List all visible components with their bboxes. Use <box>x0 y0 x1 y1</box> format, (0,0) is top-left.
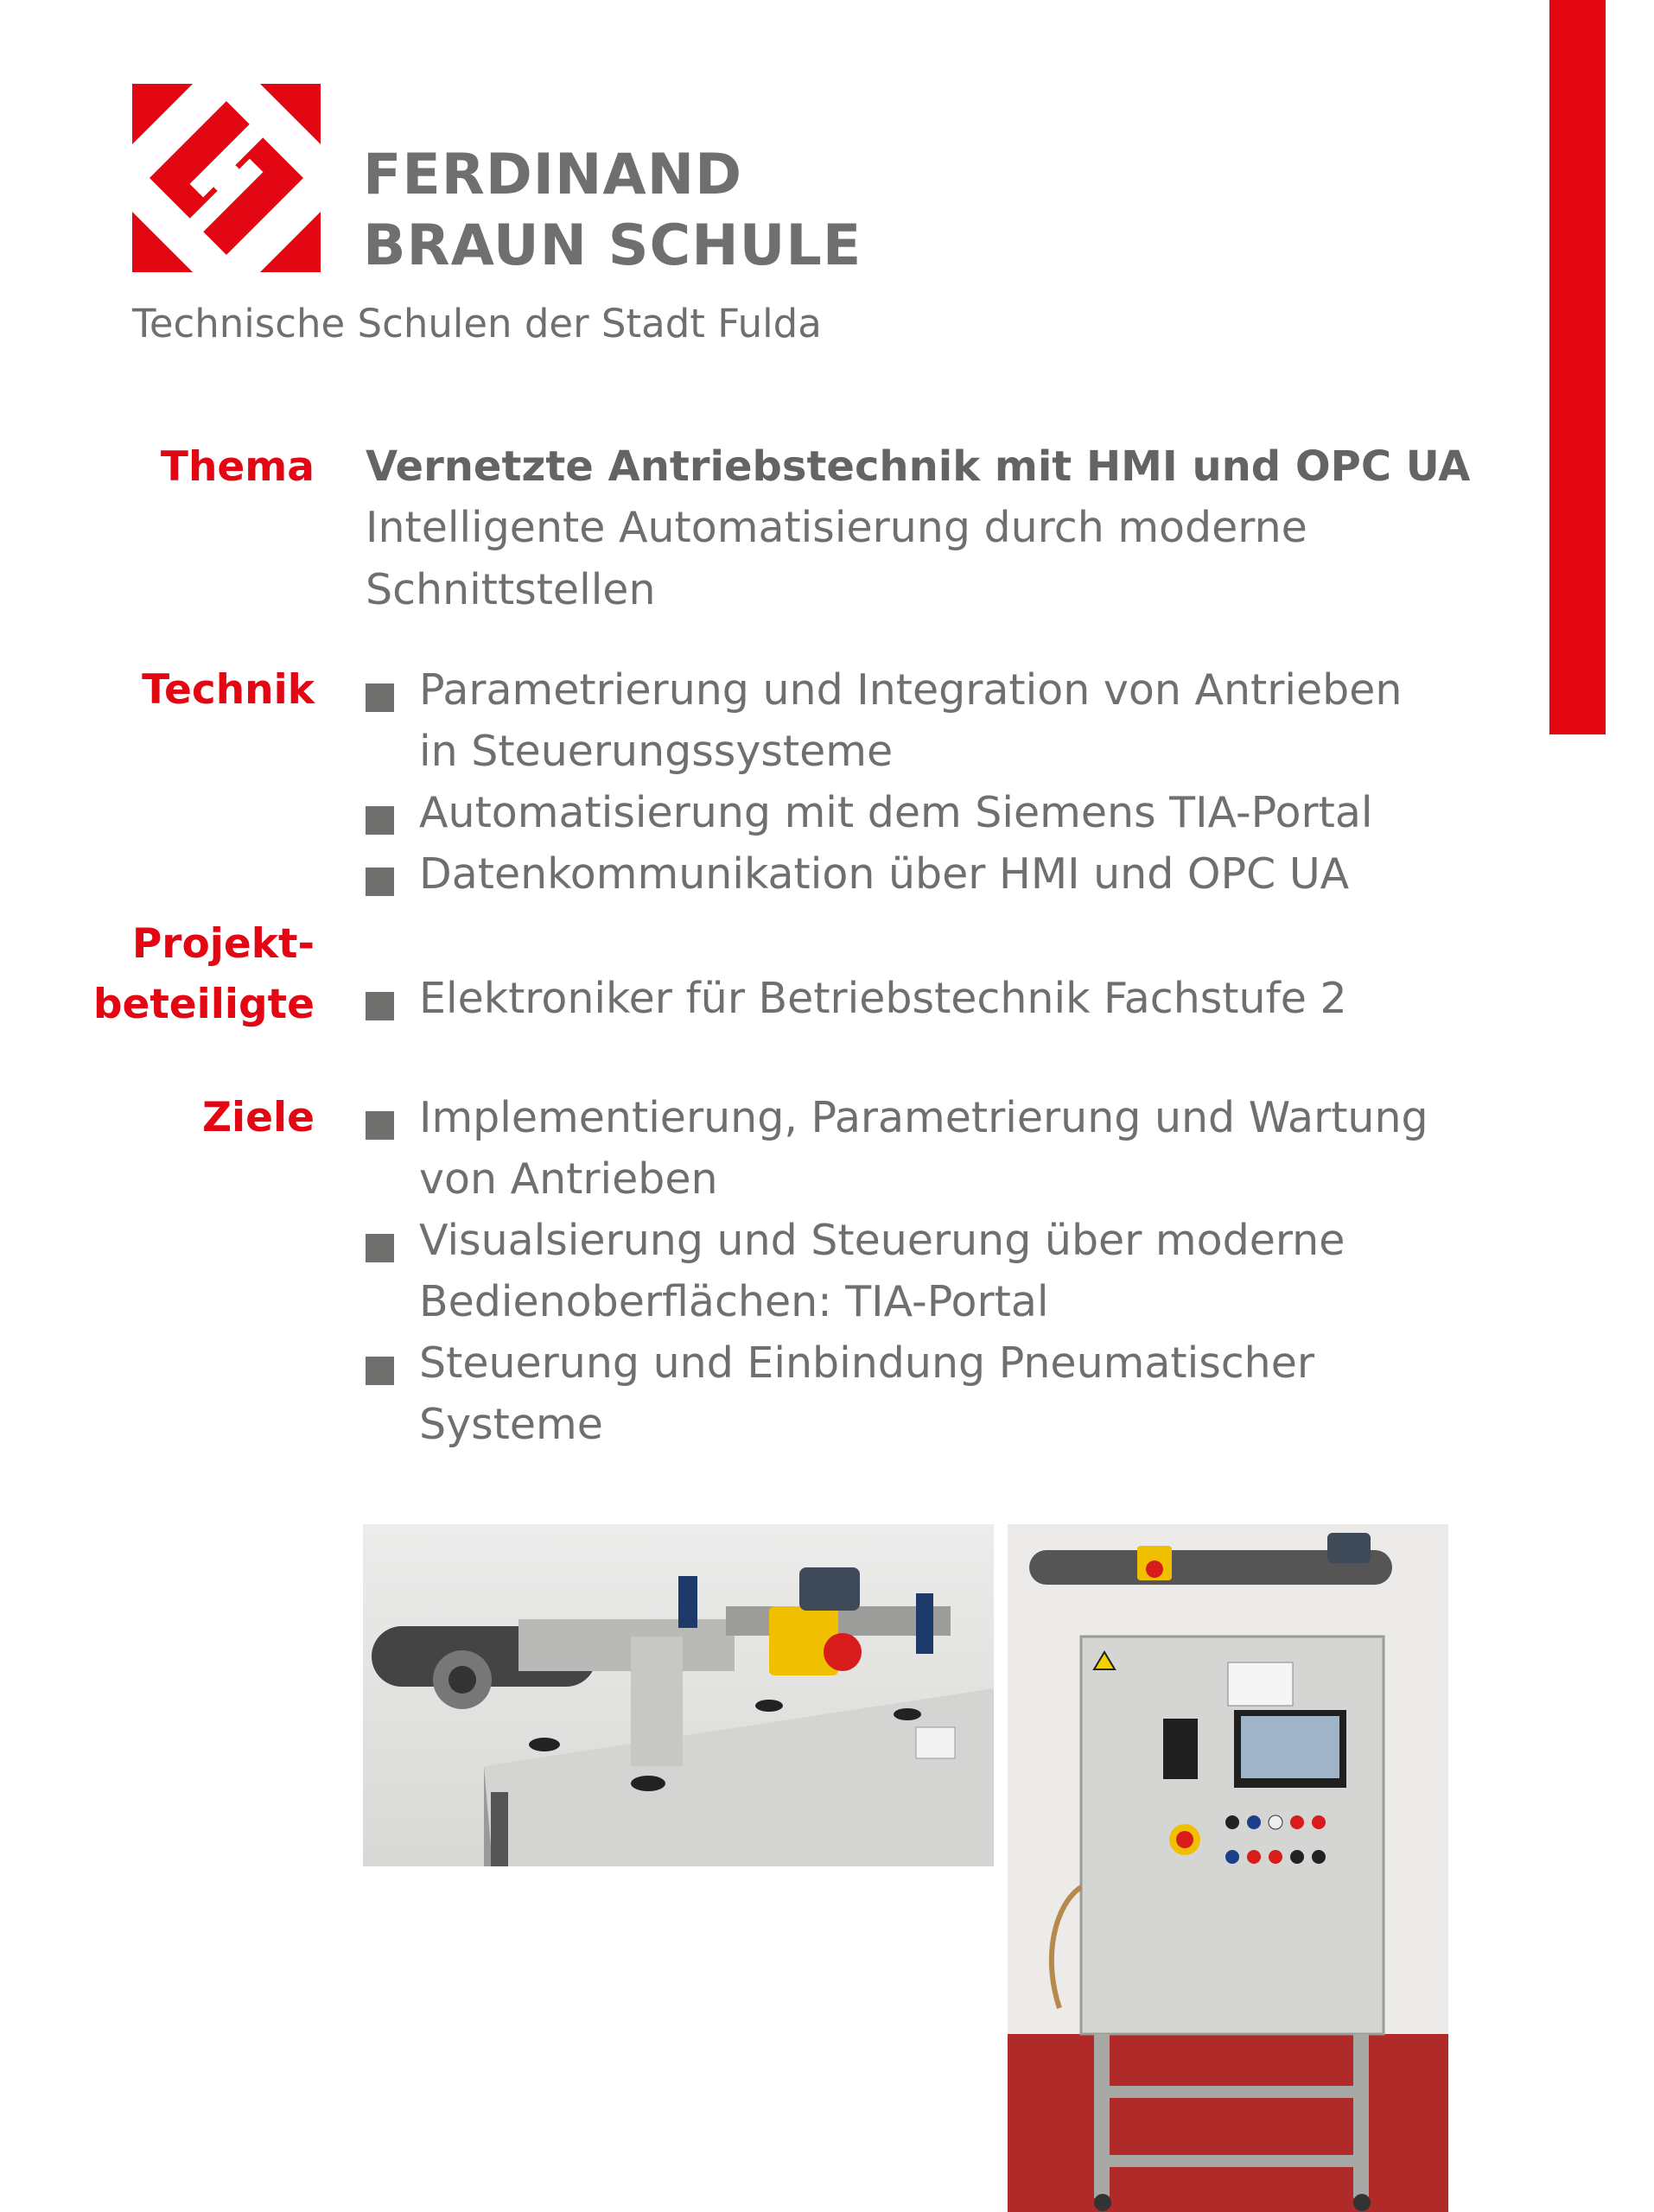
list-item: Visualsierung und Steuerung über moderne Bedienoberflächen: TIA-Portal <box>366 1210 1472 1332</box>
technik-label: Technik <box>142 666 315 714</box>
list-item: Parametrierung und Integration von Antrieben in Steuerungssysteme <box>366 659 1437 782</box>
projekt-label <box>93 914 315 1035</box>
projekt-label-line1: Projekt- <box>131 920 315 968</box>
technik-content <box>366 659 1437 905</box>
projekt-list <box>366 968 1489 1029</box>
list-item: Implementierung, Parametrierung und Wartung von Antrieben <box>366 1087 1472 1210</box>
thema-subtitle: Intelligente Automatisierung durch moderne Schnittstellen <box>366 503 1307 614</box>
school-name <box>363 140 862 282</box>
thema-title: Vernetzte Antriebstechnik mit HMI und OPC UA <box>366 442 1471 491</box>
ziele-label: Ziele <box>201 1094 315 1141</box>
thema-content <box>366 436 1489 621</box>
conveyor-photo <box>363 1524 994 1866</box>
school-name-line2: BRAUN SCHULE <box>363 213 862 278</box>
projekt-content <box>366 968 1489 1029</box>
list-item: Automatisierung mit dem Siemens TIA-Portal <box>366 782 1437 843</box>
accent-bar <box>1549 0 1606 734</box>
list-item: Datenkommunikation über HMI und OPC UA <box>366 843 1437 905</box>
ziele-list <box>366 1087 1472 1455</box>
thema-label: Thema <box>160 443 315 491</box>
ziele-content <box>366 1087 1472 1455</box>
school-subtitle: Technische Schulen der Stadt Fulda <box>132 301 822 346</box>
school-logo-mark-icon <box>132 84 321 272</box>
cabinet-photo <box>1008 1524 1448 2212</box>
projekt-label-line2: beteiligte <box>92 981 315 1028</box>
list-item: Steuerung und Einbindung Pneumatischer Systeme <box>366 1332 1472 1455</box>
school-name-line1: FERDINAND <box>363 143 743 207</box>
list-item: Elektroniker für Betriebstechnik Fachstufe 2 <box>366 968 1489 1029</box>
technik-list <box>366 659 1437 905</box>
